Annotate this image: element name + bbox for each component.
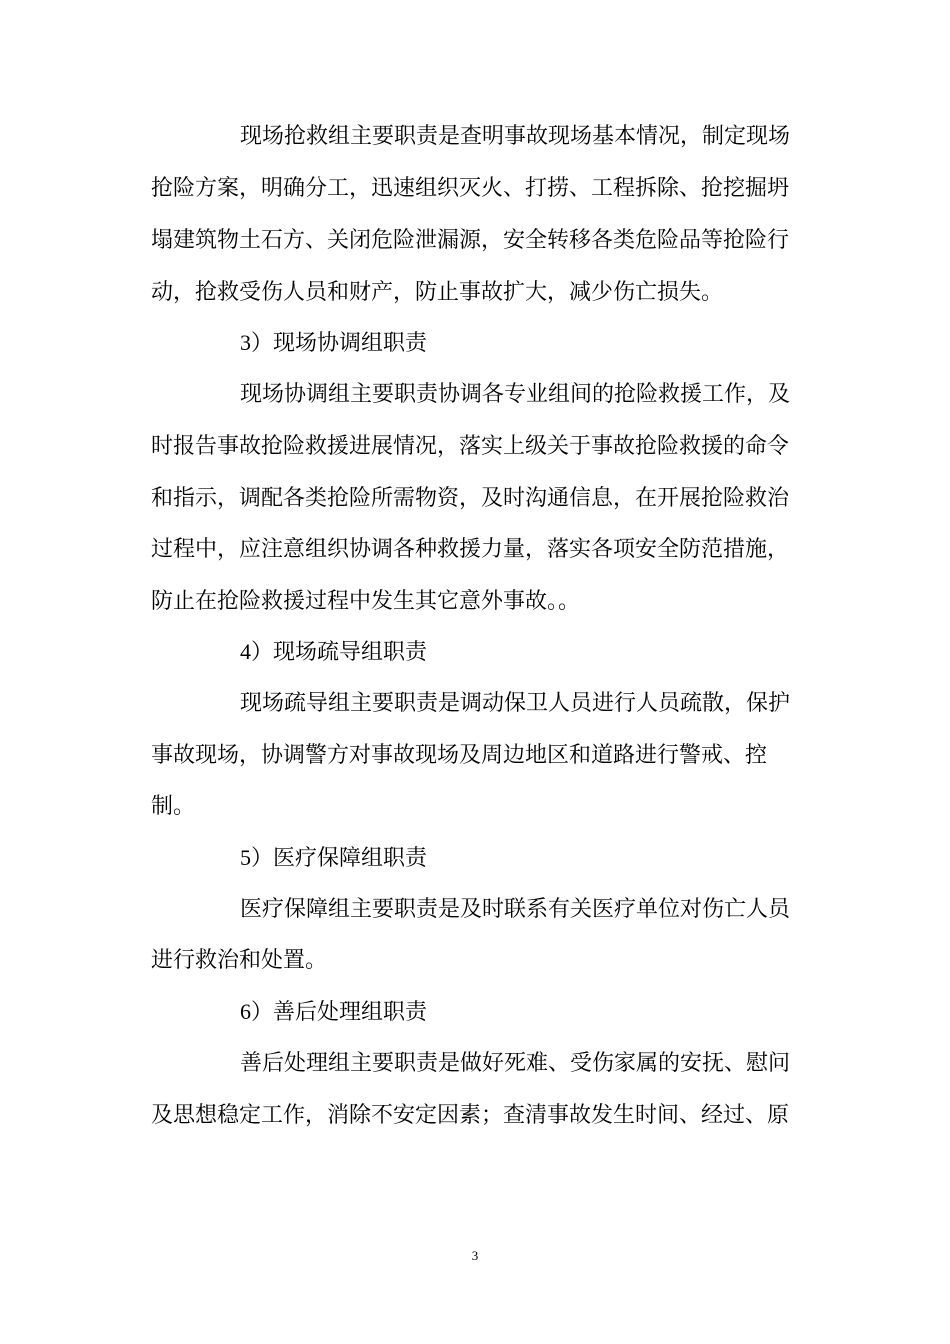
heading-text: 医疗保障组职责 [273, 846, 428, 871]
paragraph-line: 进行救治和处置。 [151, 948, 328, 973]
paragraph-line: 制。 [151, 794, 196, 819]
page-number: 3 [471, 1248, 479, 1263]
heading-number: 3） [240, 330, 274, 355]
heading-number: 6） [240, 999, 274, 1024]
paragraph-line: 和指示，调配各类抢险所需物资，及时沟通信息，在开展抢险救治 [151, 486, 790, 511]
paragraph-line: 防止在抢险救援过程中发生其它意外事故。。 [151, 589, 581, 614]
paragraph-line: 现场抢救组主要职责是查明事故现场基本情况，制定现场 [240, 124, 791, 149]
paragraph-line: 现场疏导组主要职责是调动保卫人员进行人员疏散，保护 [240, 691, 791, 716]
heading-text: 现场疏导组职责 [273, 640, 428, 665]
heading-number: 4） [240, 639, 274, 664]
paragraph-line: 动，抢救受伤人员和财产，防止事故扩大，减少伤亡损失。 [151, 280, 724, 305]
section-heading-6 [0, 992, 950, 1032]
paragraph-line: 事故现场，协调警方对事故现场及周边地区和道路进行警戒、控 [151, 743, 768, 768]
heading-text: 善后处理组职责 [273, 1000, 428, 1025]
paragraph-line: 抢险方案，明确分工，迅速组织灭火、打捞、工程拆除、抢挖掘坍 [151, 176, 790, 201]
paragraph-line: 现场协调组主要职责协调各专业组间的抢险救援工作，及 [240, 382, 791, 407]
paragraph-line: 善后处理组主要职责是做好死难、受伤家属的安抚、慰问 [240, 1051, 791, 1076]
heading-text: 现场协调组职责 [273, 331, 428, 356]
section-heading-4 [0, 632, 950, 672]
section-heading-5 [0, 838, 950, 878]
paragraph-line: 塌建筑物土石方、关闭危险泄漏源，安全转移各类危险品等抢险行 [151, 228, 790, 253]
paragraph-line: 及思想稳定工作，消除不安定因素；查清事故发生时间、经过、原 [151, 1103, 790, 1128]
paragraph-line: 时报告事故抢险救援进展情况，落实上级关于事故抢险救援的命令 [151, 434, 790, 459]
paragraph-line: 过程中，应注意组织协调各种救援力量，落实各项安全防范措施， [151, 537, 790, 562]
section-heading-3 [0, 323, 950, 363]
heading-number: 5） [240, 845, 274, 870]
paragraph-line: 医疗保障组主要职责是及时联系有关医疗单位对伤亡人员 [240, 897, 791, 922]
